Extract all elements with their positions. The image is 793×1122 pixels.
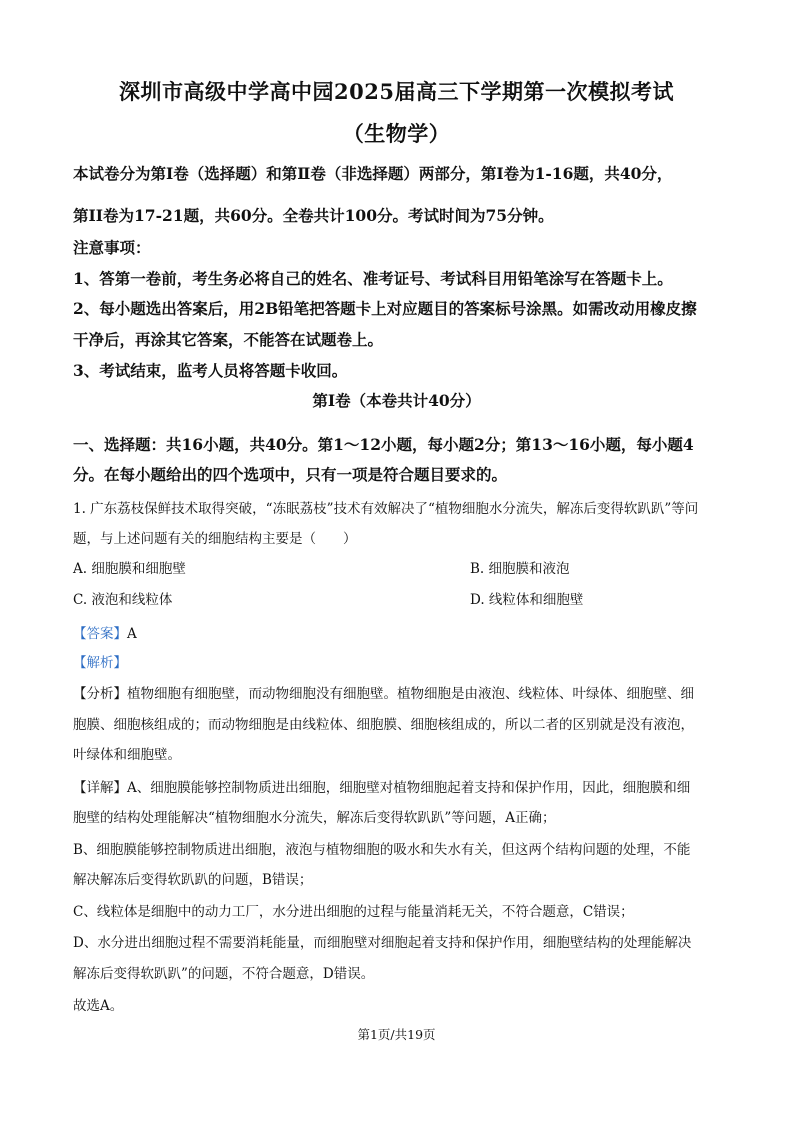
note-3: 3、考试结束，监考人员将答题卡收回。: [73, 361, 348, 380]
fenxi-line-2: 胞膜、细胞核组成的；而动物细胞是由线粒体、细胞膜、细胞核组成的，所以二者的区别就是没有液泡，: [73, 717, 694, 733]
intro-line-2: 第II卷为17-21题，共60分。全卷共计100分。考试时间为75分钟。: [73, 206, 554, 225]
option-c: C. 液泡和线粒体: [73, 592, 173, 608]
note-2: 2、每小题选出答案后，用2B铅笔把答题卡上对应题目的答案标号涂黑。如需改动用橡皮擦: [73, 299, 697, 318]
section-title: 第Ⅰ卷（本卷共计40分）: [312, 391, 481, 410]
part-heading-1: 一、选择题：共16小题，共40分。第1～12小题，每小题2分；第13～16小题，每小题4: [73, 435, 694, 454]
page-title: 深圳市高级中学高中园2025届高三下学期第一次模拟考试: [119, 79, 674, 104]
analysis-label: 【解析】: [73, 655, 127, 671]
xiangjie-line-8: 故选A。: [73, 998, 124, 1014]
xiangjie-line-6: D、水分进出细胞过程不需要消耗能量，而细胞壁对细胞起着支持和保护作用，细胞壁结构的处理能解决: [73, 935, 692, 951]
answer-line: [73, 622, 720, 642]
option-d: D. 线粒体和细胞壁: [470, 592, 584, 608]
xiangjie-line-3: B、细胞膜能够控制物质进出细胞，液泡与植物细胞的吸水和失水有关，但这两个结构问题的处理，不能: [73, 842, 691, 858]
option-b: B. 细胞膜和液泡: [470, 561, 570, 577]
answer-label: 【答案】: [73, 626, 127, 642]
answer-value: A: [127, 626, 137, 642]
option-a: A. 细胞膜和细胞壁: [73, 561, 186, 577]
fenxi-text-1: 植物细胞有细胞壁，而动物细胞没有细胞壁。植物细胞是由液泡、线粒体、叶绿体、细胞壁、细: [127, 686, 694, 702]
xiangjie-line-7: 解冻后变得软趴趴”的问题，不符合题意，D错误。: [73, 966, 375, 982]
option-row-1: [73, 557, 720, 577]
page-subtitle: （生物学）: [342, 121, 451, 146]
fenxi-label: 【分析】: [73, 686, 127, 702]
analysis-line: [73, 651, 720, 671]
xiangjie-line-2: 胞壁的结构处理能解决“植物细胞水分流失，解冻后变得软趴趴”等问题，A正确；: [73, 810, 556, 826]
note-1: 1、答第一卷前，考生务必将自己的姓名、准考证号、考试科目用铅笔涂写在答题卡上。: [73, 269, 673, 288]
notes-heading: 注意事项：: [73, 238, 151, 257]
xiangjie-line-5: C、线粒体是细胞中的动力工厂，水分进出细胞的过程与能量消耗无关，不符合题意，C错误；: [73, 904, 634, 920]
part-heading-2: 分。在每小题给出的四个选项中，只有一项是符合题目要求的。: [73, 465, 508, 484]
page-footer: 第1页/共19页: [357, 1027, 436, 1042]
intro-line-1: 本试卷分为第Ⅰ卷（选择题）和第Ⅱ卷（非选择题）两部分，第Ⅰ卷为1-16题，共40分，: [73, 164, 673, 183]
question-line-2: 题，与上述问题有关的细胞结构主要是（ ）: [73, 531, 357, 547]
xiangjie-text-1: A、细胞膜能够控制物质进出细胞，细胞壁对植物细胞起着支持和保护作用，因此，细胞膜和细: [127, 780, 691, 796]
question-line-1: 1. 广东荔枝保鲜技术取得突破，“冻眠荔枝”技术有效解决了“植物细胞水分流失，解冻后变得软趴趴”等问: [73, 501, 699, 517]
note-2-cont: 干净后，再涂其它答案，不能答在试题卷上。: [73, 330, 384, 349]
fenxi-line-3: 叶绿体和细胞壁。: [73, 747, 181, 763]
xiangjie-label: 【详解】: [73, 780, 127, 796]
fenxi-line-1: [73, 682, 720, 702]
xiangjie-line-4: 解决解冻后变得软趴趴的问题，B错误；: [73, 872, 313, 888]
xiangjie-line-1: [73, 776, 720, 796]
option-row-2: [73, 588, 720, 608]
